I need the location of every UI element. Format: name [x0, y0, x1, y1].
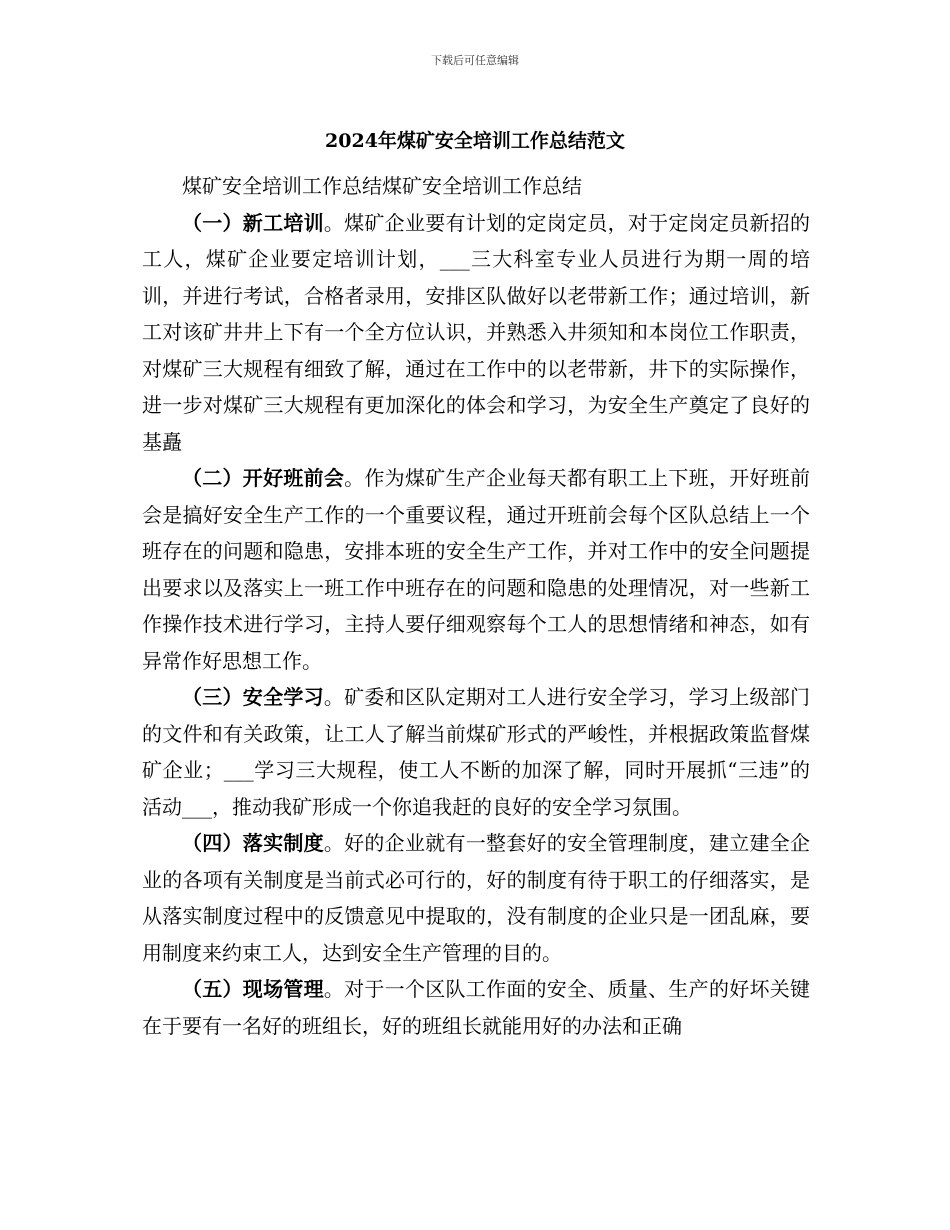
document-title: 2024年煤矿安全培训工作总结范文	[325, 130, 625, 152]
section-heading: （二）开好班前会	[182, 466, 345, 490]
section-text: 。好的企业就有一整套好的安全管理制度，建立建全企业的各项有关制度是当前式必可行的，好的制度有待于职工的仔细落实，是从落实制度过程中的反馈意见中提取的，没有制度的企业只是一团乱麻，要用制度来约束工人，达到安全生产管理的目的。	[142, 831, 811, 965]
section-heading: （三）安全学习	[182, 685, 324, 709]
section-paragraph-1	[142, 205, 810, 461]
section-heading: （一）新工培训	[182, 210, 324, 235]
section-heading: （五）现场管理	[182, 977, 324, 1001]
section-text: 。作为煤矿生产企业每天都有职工上下班，开好班前会是搞好安全生产工作的一个重要议程，通过开班前会每个区队总结上一个班存在的问题和隐患，安排本班的安全生产工作，并对工作中的安全问题提出要求以及落实上一班工作中班存在的问题和隐患的处理情况，对一些新工作操作技术进行学习，主持人要仔细观察每个工人的思想情绪和神态，如有异常作好思想工作。	[142, 466, 811, 673]
section-paragraph-4	[142, 825, 810, 971]
intro-paragraph: 煤矿安全培训工作总结煤矿安全培训工作总结	[182, 174, 582, 198]
section-paragraph-5	[142, 971, 810, 1044]
section-paragraph-2	[142, 460, 810, 679]
section-text: 。对于一个区队工作面的安全、质量、生产的好坏关键在于要有一名好的班组长，好的班组长就能用好的办法和正确	[142, 977, 811, 1038]
section-text: 。矿委和区队定期对工人进行安全学习，学习上级部门的文件和有关政策，让工人了解当前煤矿形式的严峻性，并根据政策监督煤矿企业；___学习三大规程，使工人不断的加深了解，同时开展抓“三违”的活动___，推动我矿形成一个你追我赶的良好的安全学习氛围。	[142, 685, 811, 819]
section-heading: （四）落实制度	[182, 831, 324, 855]
document-body	[142, 168, 810, 1044]
section-text: 。煤矿企业要有计划的定岗定员，对于定岗定员新招的工人，煤矿企业要定培训计划，___三大科室专业人员进行为期一周的培训，并进行考试，合格者录用，安排区队做好以老带新工作；通过培训，新工对该矿井井上下有一个全方位认识，并熟悉入井须知和本岗位工作职责，对煤矿三大规程有细致了解，通过在工作中的以老带新，井下的实际操作，进一步对煤矿三大规程有更加深化的体会和学习，为安全生产奠定了良好的基矗	[142, 210, 811, 454]
header-note: 下载后可任意编辑	[431, 54, 519, 67]
section-paragraph-3	[142, 679, 810, 825]
